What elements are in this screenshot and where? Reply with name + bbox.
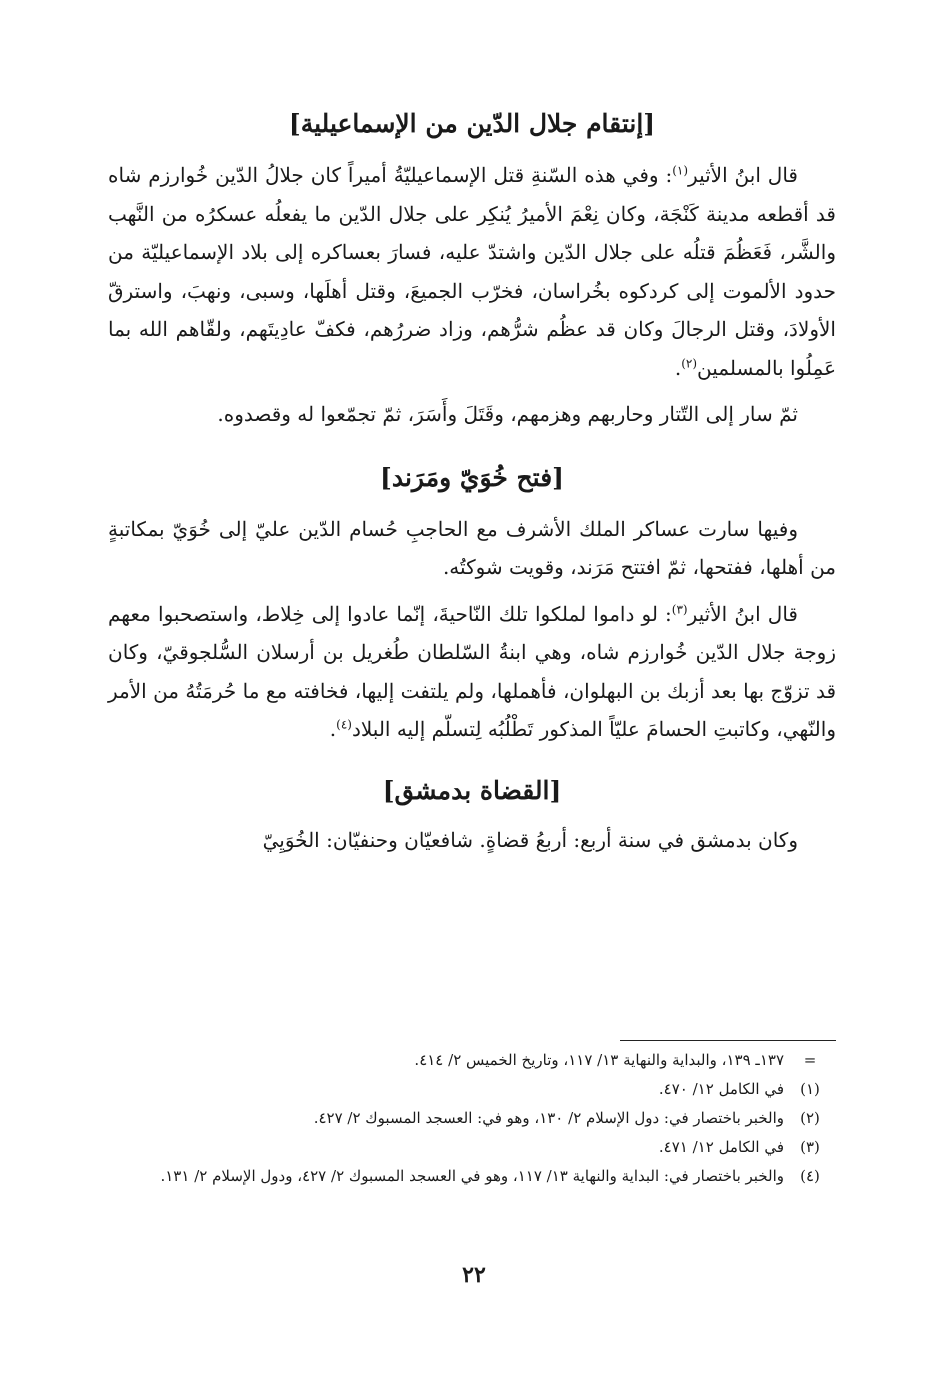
paragraph-text: . xyxy=(329,717,337,741)
paragraph-text: قال ابنُ الأثير xyxy=(687,601,798,626)
paragraph-text: : لو داموا لملكوا تلك النّاحيةَ، إنّما عادوا إلى خِلاط، واستصحبوا معهم زوجة جلال الدّين خُوارزم شاه، وهي ابنةُ السّلطان طُغريل بن أرسلان السُّلجوقيّ، وكان قد تزوّج بها بعد أزبك بن البهلوان، فأهملها، ولم يلتفت إليها، فخافته مع ما حُرمَتُهُ من الأمر والنّهي، وكاتبتِ الحسامَ عليّاً المذكور تَطْلُبُه لِتسلّم إليه البلاد xyxy=(108,601,836,741)
footnote-ref[interactable]: (٣) xyxy=(671,601,688,616)
footnote-divider xyxy=(620,1040,836,1041)
footnotes xyxy=(108,1046,836,1191)
paragraph-text: وكان بدمشق في سنة أربع: أربعُ قضاةٍ. شافعيّان وحنفيّان: الخُوَيِيّ xyxy=(262,827,798,852)
paragraph xyxy=(108,395,836,434)
paragraph-text: وفيها سارت عساكر الملك الأشرف مع الحاجبِ حُسام الدّين عليّ إلى خُوَيّ بمكاتبةٍ من أهلها، ففتحها، ثمّ افتتح مَرَند، وقويت شوكتُه. xyxy=(108,516,836,579)
page-number: ٢٢ xyxy=(462,1262,486,1288)
section-heading: [القضاة بدمشق] xyxy=(382,775,562,805)
section-heading: [إنتقام جلال الدّين من الإسماعيلية] xyxy=(288,109,656,138)
paragraph xyxy=(108,510,836,587)
footnote-number: (٤) xyxy=(800,1167,820,1185)
footnote-number: (٢) xyxy=(800,1109,820,1127)
footnote xyxy=(108,1046,836,1075)
paragraph xyxy=(108,156,836,387)
paragraph xyxy=(108,821,836,860)
footnote-ref[interactable]: (١) xyxy=(672,163,689,178)
paragraph-text: . xyxy=(674,355,682,380)
footnote-ref[interactable]: (٢) xyxy=(681,355,698,370)
paragraph xyxy=(108,595,836,749)
paragraph-text: ثمّ سار إلى التّتار وحاربهم وهزمهم، وقَتَلَ وأَسَرَ، ثمّ تجمّعوا له وقصدوه. xyxy=(217,402,798,426)
paragraph-text: قال ابنُ الأثير xyxy=(688,163,798,187)
footnote xyxy=(108,1075,836,1104)
footnote xyxy=(108,1162,836,1191)
footnote-text: ١٣٧ـ ١٣٩، والبداية والنهاية ١٣/ ١١٧، وتاريخ الخميس ٢/ ٤١٤. xyxy=(414,1051,784,1069)
footnote-text: والخبر باختصار في: البداية والنهاية ١٣/ ١١٧، وهو في العسجد المسبوك ٢/ ٤٢٧، ودول الإسلام ٢/ ١٣١. xyxy=(160,1167,784,1185)
page-body xyxy=(108,96,836,863)
footnote-number: (١) xyxy=(800,1080,820,1098)
footnote xyxy=(108,1133,836,1162)
footnote-ref[interactable]: (٤) xyxy=(336,717,352,732)
section-heading: [فتح خُوَيّ ومَرَند] xyxy=(380,462,564,492)
footnote-number: = xyxy=(803,1051,817,1069)
footnote-text: والخبر باختصار في: دول الإسلام ٢/ ١٣٠، وهو في: العسجد المسبوك ٢/ ٤٢٧. xyxy=(313,1109,784,1127)
footnote-text: في الكامل ١٢/ ٤٧٠. xyxy=(658,1080,784,1098)
footnote-text: في الكامل ١٢/ ٤٧١. xyxy=(658,1138,784,1156)
footnote-number: (٣) xyxy=(800,1138,820,1156)
paragraph-text: : وفي هذه السّنةِ قتل الإسماعيليّةُ أميراً كان جلالُ الدّين خُوارزم شاه قد أقطعه مدينة كَنْجَة، وكان نِعْمَ الأميرُ يُنكِر على جلال الدّين ما يفعلُه عسكرُه من النَّهب والشَّر، فَعَظُمَ قتلُه على جلال الدّين واشتدّ عليه، فسارَ بعساكره إلى بلاد الإسماعيليّة من حدود الألموت إلى كردكوه بخُراسان، فخرّب الجميعَ، وقتل أهلَها، وسبى، ونهبَ، واسترقّ الأولادَ، وقتل الرجالَ وكان قد عظُم شرُّهم، وزاد ضررُهم، فكفّ عادِيتَهم، ولقّاهم الله بما عَمِلُوا بالمسلمين xyxy=(108,163,836,380)
footnote xyxy=(108,1104,836,1133)
